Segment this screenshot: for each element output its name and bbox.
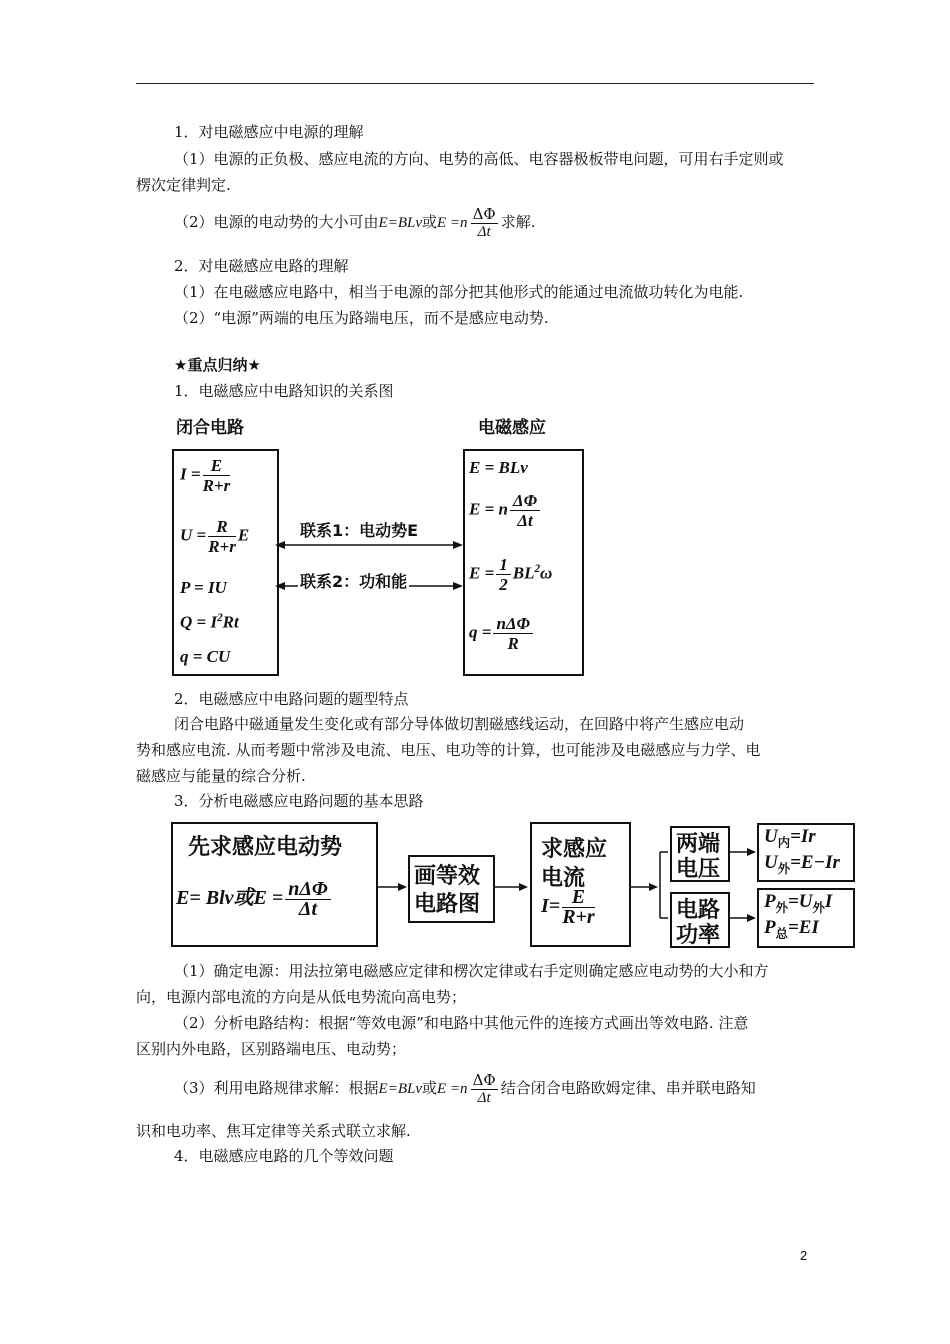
formula-e3-num: 1 xyxy=(496,555,511,575)
formula-heat-sup: 2 xyxy=(217,612,223,624)
item1-p2-eq1: E=BLv xyxy=(378,215,422,231)
formula-q-den: R xyxy=(507,634,519,653)
r2b-pre: P xyxy=(764,917,776,938)
item1-p2-num: ΔΦ xyxy=(472,204,496,223)
point2-paragraph-line2: 势和感应电流. 从而考题中常涉及电流、电压、电功等的计算，也可能涉及电磁感应与力学、电 xyxy=(136,741,761,759)
formula-charge: q = CU xyxy=(180,647,231,666)
item2-title: 2．对电磁感应电路的理解 xyxy=(174,257,349,275)
formula-q-num: nΔΦ xyxy=(493,614,533,634)
formula-u-num: R xyxy=(208,517,236,537)
item1-p2-pre: （2）电源的电动势的大小可由 xyxy=(174,213,379,231)
r1a-post: =Ir xyxy=(790,826,816,847)
formula-e3-pre: BL xyxy=(512,563,535,583)
arrow-2-3-head xyxy=(519,883,528,891)
flow-branch2-line1: 电路 xyxy=(676,898,721,923)
item2-paragraph1: （1）在电磁感应电路中，相当于电源的部分把其他形式的能通过电流做功转化为电能. xyxy=(174,283,744,301)
r2b-post: =EI xyxy=(787,917,819,938)
summary-point1: 1．电磁感应中电路知识的关系图 xyxy=(174,382,394,400)
r2a-mid: =U xyxy=(787,891,813,912)
flow-step3-line2: 电流 xyxy=(541,866,586,891)
item1-title: 1．对电磁感应中电源的理解 xyxy=(174,123,364,141)
formula-heat-pre: Q = I xyxy=(180,612,218,632)
arrow-branch2-result-head xyxy=(747,914,756,922)
formula-q-lhs: q = xyxy=(469,622,492,642)
formula-u-lhs: U = xyxy=(180,525,207,545)
step1-line1: （1）确定电源：用法拉第电磁感应定律和楞次定律或右手定则确定感应电动势的大小和方 xyxy=(174,962,769,980)
page-number: 2 xyxy=(800,1248,808,1263)
item1-p2-post: 求解. xyxy=(500,213,536,231)
r1b-pre: U xyxy=(764,852,778,873)
step2-line1: （2）分析电路结构：根据“等效电源”和电路中其他元件的连接方式画出等效电路. 注意 xyxy=(174,1014,749,1032)
step3-num: ΔΦ xyxy=(472,1070,496,1089)
flow-step2-line1: 画等效 xyxy=(414,864,481,889)
point2-paragraph-line1: 闭合电路中磁通量发生变化或有部分导体做切割磁感线运动，在回路中将产生感应电动 xyxy=(174,715,745,733)
item1-paragraph1-line1: （1）电源的正负极、感应电流的方向、电势的高低、电容器极板带电问题，可用右手定则或 xyxy=(174,150,784,168)
link1-label: 联系1：电动势E xyxy=(298,518,420,541)
summary-title: ★重点归纳★ xyxy=(174,356,261,374)
formula-u-den: R+r xyxy=(208,537,236,556)
arrow-1-2-head xyxy=(398,883,407,891)
step1-line2: 向，电源内部电流的方向是从低电势流向高电势； xyxy=(136,988,467,1006)
formula-e2-den: Δt xyxy=(517,511,533,530)
step3-eq2-lhs: E =n xyxy=(437,1081,468,1097)
formula-i-lhs: I = xyxy=(180,464,201,484)
flow-step1-num: nΔΦ xyxy=(285,880,330,900)
formula-heat-post: Rt xyxy=(222,612,239,632)
step3-line2: 识和电功率、焦耳定律等关系式联立求解. xyxy=(136,1122,411,1140)
summary-point3: 3．分析电磁感应电路问题的基本思路 xyxy=(174,792,424,810)
formula-e3-lhs: E = xyxy=(469,563,495,583)
r1b-post: =E−Ir xyxy=(790,852,840,873)
flow-branch2-line2: 功率 xyxy=(676,923,721,948)
summary-point4: 4．电磁感应电路的几个等效问题 xyxy=(174,1147,394,1165)
r2b-sub: 总 xyxy=(775,926,788,941)
formula-e3-den: 2 xyxy=(499,575,508,594)
formula-e3-post: ω xyxy=(540,563,553,583)
flow-step2-line2: 电路图 xyxy=(414,892,481,917)
r2a-pre: P xyxy=(764,891,776,912)
flow-branch1-line2: 电压 xyxy=(676,857,721,882)
item1-p2-den: Δt xyxy=(477,223,491,240)
arrow-3-branch-head xyxy=(649,883,658,891)
formula-e2-num: ΔΦ xyxy=(510,491,540,511)
step3-post: 结合闭合电路欧姆定律、串并联电路知 xyxy=(500,1079,756,1097)
item1-p2-or: 或 xyxy=(422,213,438,231)
step3-line1 xyxy=(174,1069,756,1108)
item1-paragraph1-line2: 楞次定律判定. xyxy=(136,176,231,194)
flow-step1-den: Δt xyxy=(298,898,318,920)
r1b-sub: 外 xyxy=(777,861,791,876)
step3-eq1: E=BLv xyxy=(378,1081,422,1097)
left-heading: 闭合电路 xyxy=(176,418,244,438)
step2-line2: 区别内外电路，区别路端电压、电动势； xyxy=(136,1040,407,1058)
flow-step3-line1: 求感应 xyxy=(541,837,608,862)
item1-p2-eq2-lhs: E =n xyxy=(437,215,468,231)
right-heading: 电磁感应 xyxy=(478,418,546,438)
flow-step3-num: E xyxy=(562,888,595,908)
r2a-post: I xyxy=(824,891,833,912)
flow-step1-title: 先求感应电动势 xyxy=(188,835,343,860)
flow-step3-eq: I= xyxy=(541,895,561,918)
flow-step3-den: R+r xyxy=(562,906,595,928)
formula-u-tail: E xyxy=(237,525,250,545)
summary-point2: 2．电磁感应中电路问题的题型特点 xyxy=(174,690,409,708)
r2a-sub2: 外 xyxy=(812,900,825,915)
flow-step1-eq-a: E= Blv或E = xyxy=(176,887,284,910)
flow-branch1-line1: 两端 xyxy=(676,832,721,857)
formula-i-num: E xyxy=(203,456,231,476)
formula-emf-blv: E = BLv xyxy=(469,458,528,477)
step3-den: Δt xyxy=(477,1089,491,1106)
r2a-sub: 外 xyxy=(775,900,788,915)
formula-i-den: R+r xyxy=(202,476,231,495)
point2-paragraph-line3: 磁感应与能量的综合分析. xyxy=(136,767,306,785)
arrow-branch1-result-head xyxy=(747,848,756,856)
step3-pre: （3）利用电路规律求解：根据 xyxy=(174,1079,379,1097)
formula-e2-lhs: E = n xyxy=(469,499,508,519)
formula-power: P = IU xyxy=(180,578,227,597)
step3-or: 或 xyxy=(422,1079,438,1097)
formula-e3-sup: 2 xyxy=(534,562,541,575)
item2-paragraph2: （2）“电源”两端的电压为路端电压，而不是感应电动势. xyxy=(174,309,549,327)
r1a-pre: U xyxy=(764,826,778,847)
link2-label: 联系2：功和能 xyxy=(298,569,409,592)
r1a-sub: 内 xyxy=(777,835,791,850)
